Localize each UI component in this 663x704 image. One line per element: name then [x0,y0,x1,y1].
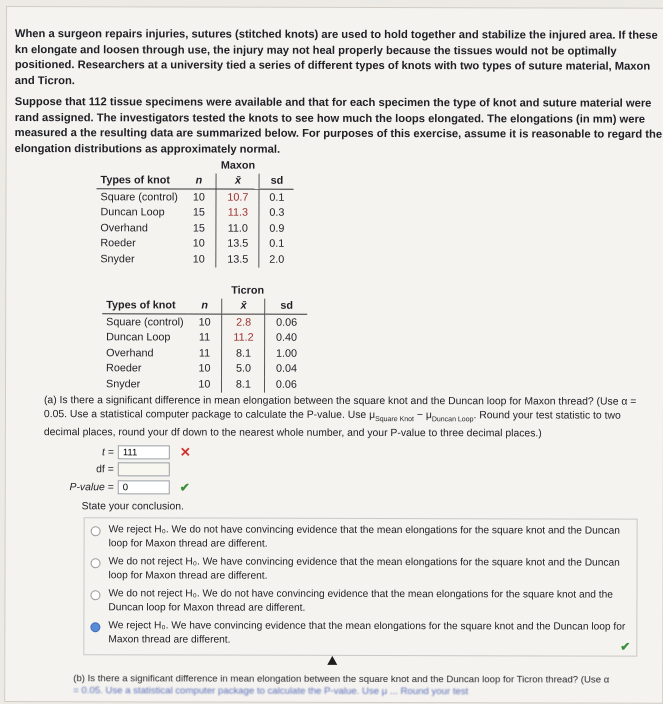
knot-name: Roeder [106,362,142,375]
sample-size: 10 [198,378,211,391]
sd-value: 0.1 [259,189,294,205]
sd-value: 0.06 [265,314,308,330]
sample-size: 10 [192,191,205,204]
conclusion-option-1[interactable] [91,523,631,552]
table-row [96,189,293,206]
radio-button[interactable] [90,590,100,600]
sample-size: 10 [192,237,205,250]
radio-button-selected[interactable] [90,622,100,632]
mean-value: 5.0 [222,361,265,377]
ticron-header-n: n [188,298,223,314]
maxon-header-knot: Types of knot [97,173,182,189]
pvalue-row [6,480,190,494]
sd-value: 0.1 [259,236,294,252]
knot-name: Snyder [105,378,141,391]
mean-value: 11.2 [222,330,265,346]
maxon-header-n: n [182,173,217,189]
mean-value: 13.5 [216,236,259,252]
knot-name: Square (control) [106,316,184,329]
sd-value: 0.04 [265,361,308,377]
table-row [96,220,293,236]
knot-name: Roeder [100,237,136,250]
minus-mu: − μ [413,410,432,422]
ticron-header-sd: sd [265,298,308,314]
intro-paragraph-2: Suppose that 112 tissue specimens were available and that for each specimen the type of knot and suture material were rand assigned. The investigators tested the knots to see how much the loops elongated. The elongations (in mm) were measured a the resulting data are summarized below. For purposes of this exercise, assume it is reasonable to regard the elongation distributions as approximately normal. [14,96,663,156]
maxon-header-mean: x̄ [216,173,259,189]
t-label: t = [101,446,114,458]
knot-name: Duncan Loop [106,331,171,344]
df-input[interactable] [118,462,170,476]
conclusion-option-3[interactable] [90,587,630,616]
pvalue-label: P-value = [69,481,114,493]
mean-value: 2.8 [222,314,265,330]
question-text-end: . Round your test statistic to two decimal places, round your df down to the nearest whole number, and your P-value to three decimal places.) [43,410,621,440]
sample-size: 10 [198,362,211,375]
sd-value: 0.40 [265,330,308,346]
df-label: df = [96,463,114,475]
conclusion-options [83,517,637,656]
maxon-table [96,157,294,267]
sd-value: 1.00 [265,346,308,362]
table-row [102,330,307,346]
t-statistic-input[interactable] [118,445,170,459]
subscript-duncan: Duncan Loop [431,416,474,424]
knot-name: Overhand [106,347,154,360]
worksheet-page [4,6,663,704]
option-text: We reject H₀. We have convincing evidence that the mean elongations for the square knot and the Duncan loop for Maxon thread are different. [108,620,626,646]
question-text: (a) Is there a significant difference in mean elongation between the square knot and the Duncan loop for Maxon thread? (Use α = 0.05. Use a statistical computer package to calculate the P-value. Use μ [43,395,637,421]
table-row [102,345,307,361]
incorrect-x-icon: ✕ [179,444,191,460]
table-row [96,236,293,252]
mouse-cursor-icon [327,656,337,665]
sample-size: 10 [198,316,211,329]
part-b-text-blurred: = 0.05. Use a statistical computer package to calculate the P-value. Use μ ... Round your test [73,685,469,698]
radio-button[interactable] [91,558,101,568]
problem-intro [15,27,663,165]
option-text: We do not reject H₀. We do not have convincing evidence that the mean elongations for the square knot and the Duncan loop for Maxon thread are different. [108,588,613,614]
table-row [102,314,307,331]
table-row [102,376,307,392]
ticron-header-mean: x̄ [222,298,265,314]
sample-size: 15 [192,206,205,219]
radio-button[interactable] [91,526,101,536]
sd-value: 2.0 [259,252,294,268]
correct-check-icon: ✔ [620,639,631,654]
ticron-table [102,282,308,392]
correct-check-icon: ✔ [179,480,190,495]
table-row [102,361,307,377]
knot-name: Overhand [100,221,148,235]
part-a-question [44,394,649,442]
pvalue-input[interactable] [118,480,170,494]
sd-value: 0.3 [259,205,294,221]
option-text: We do not reject H₀. We have convincing evidence that the mean elongations for the square knot and the Duncan loop for Maxon thread are different. [108,556,620,582]
sd-value: 0.06 [265,377,308,393]
knot-name: Square (control) [100,190,178,204]
mean-value: 8.1 [222,346,265,362]
intro-paragraph-1: When a surgeon repairs injuries, sutures (stitched knots) are used to hold together and stabilize the injured area. If these kn elongate and loosen through use, the injury may not heal properly because the tissues would not be optimally positioned. Researchers at a university tied a series of different types of knots with two types of suture material, Maxon and Ticron. [14,28,658,87]
option-text: We reject H₀. We do not have convincing evidence that the mean elongations for the square knot and the Duncan loop for Maxon thread are different. [108,524,620,550]
sd-value: 0.9 [259,221,294,237]
ticron-title: Ticron [231,284,265,297]
mean-value: 13.5 [216,252,259,268]
t-row [6,444,191,460]
sample-size: 11 [198,331,211,344]
part-b-question [73,673,653,699]
df-row [6,462,170,476]
conclusion-option-2[interactable] [90,555,630,584]
conclusion-option-4[interactable] [90,619,630,648]
ticron-header-knot: Types of knot [102,298,187,314]
mean-value: 11.0 [216,221,259,237]
sample-size: 11 [198,347,211,360]
maxon-header-sd: sd [259,173,294,189]
mean-value: 8.1 [222,377,265,393]
table-row [96,205,293,221]
subscript-square: Square Knot [375,416,415,424]
maxon-title: Maxon [220,159,256,172]
knot-name: Snyder [100,252,135,266]
table-row [96,251,293,267]
knot-name: Duncan Loop [100,206,165,219]
mean-value: 11.3 [216,205,259,221]
sample-size: 10 [192,253,205,266]
sample-size: 15 [192,222,205,235]
mean-value: 10.7 [216,189,259,205]
part-b-text: (b) Is there a significant difference in mean elongation between the square knot and the Duncan loop for Ticron thread? (Use α [73,673,610,686]
conclusion-label: State your conclusion. [81,501,184,513]
